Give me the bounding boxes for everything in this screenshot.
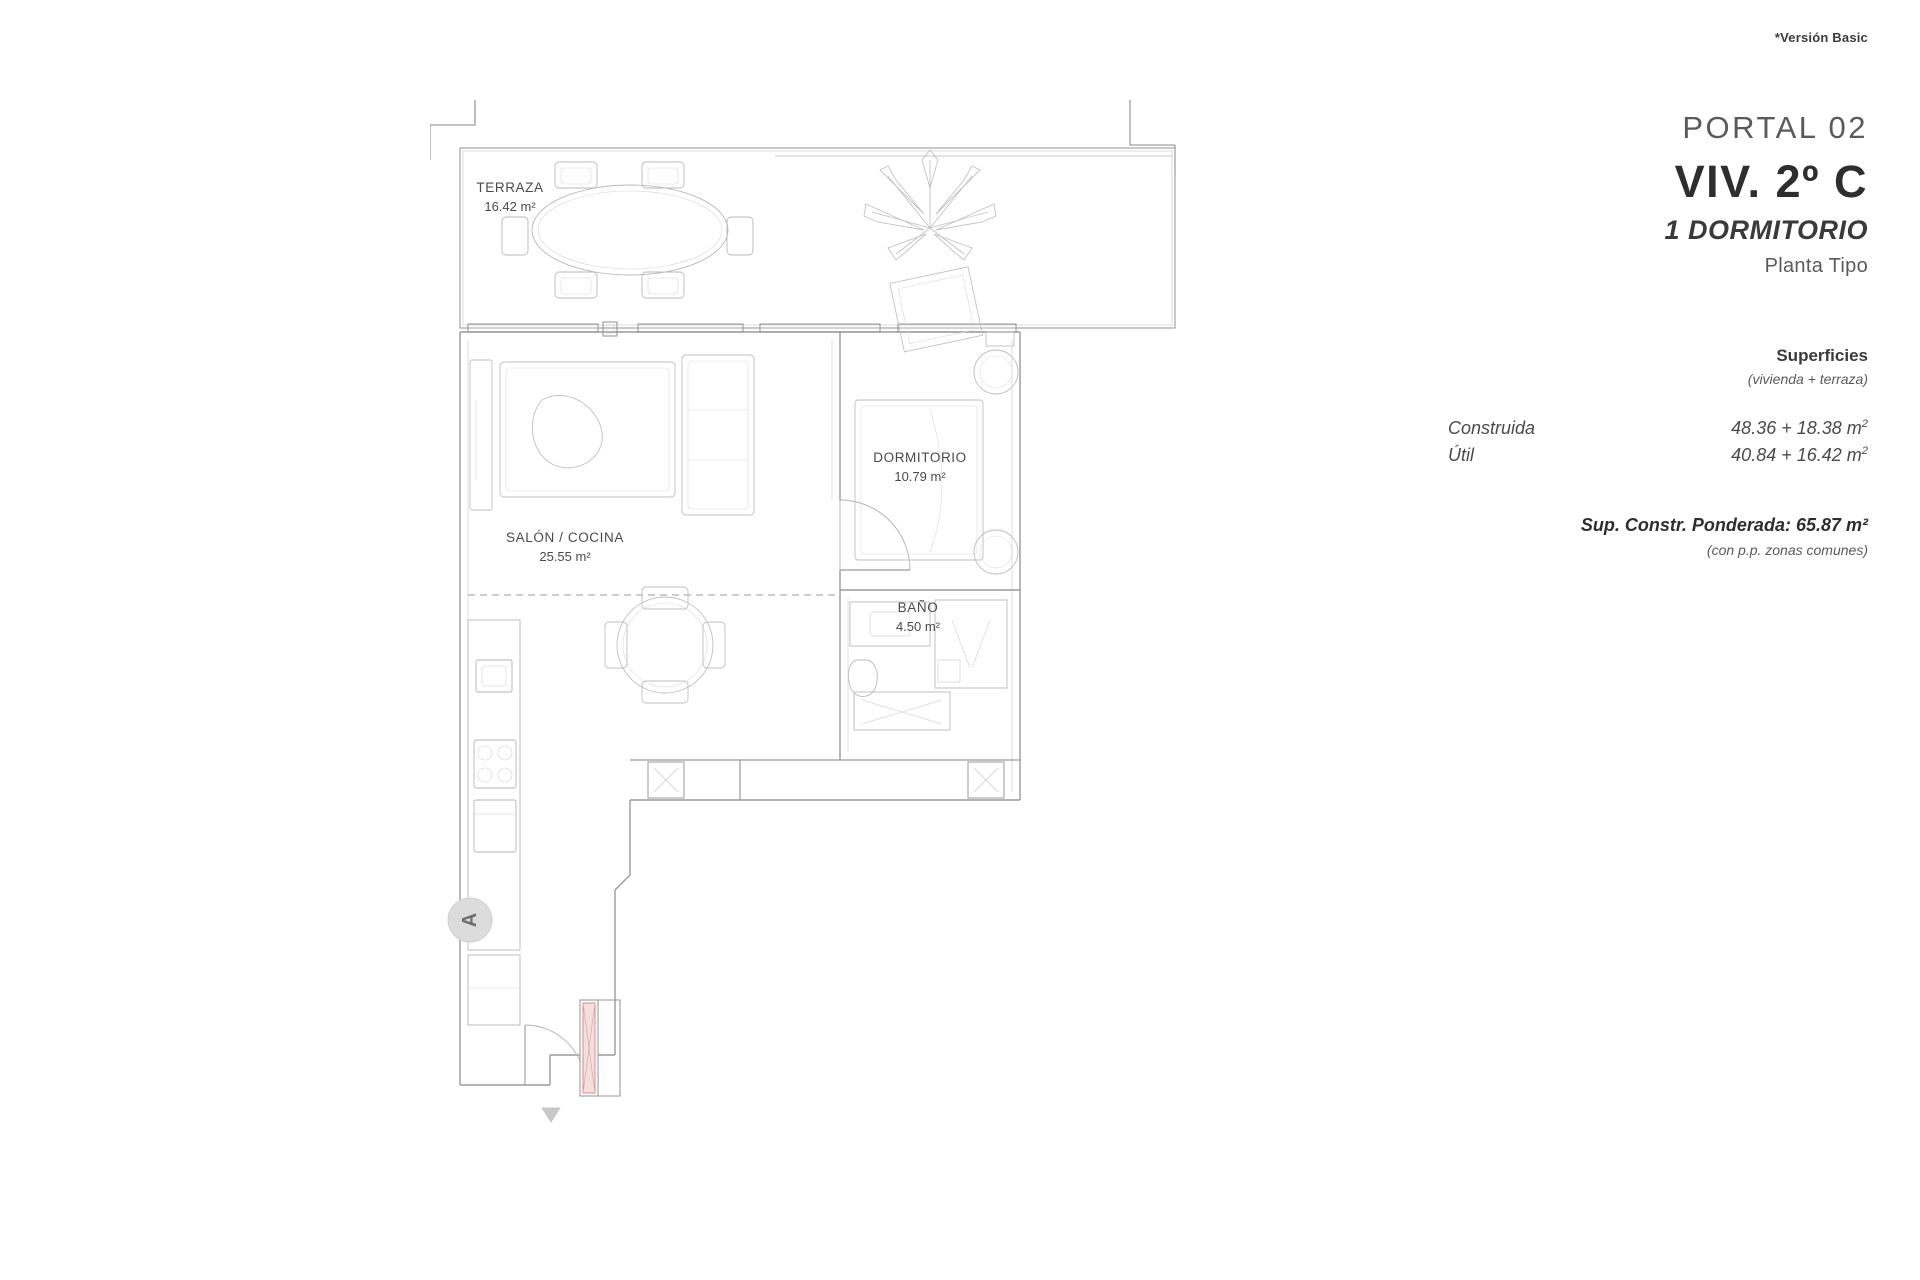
floor-plan-drawing [430, 100, 1250, 1200]
surfaces-table [1448, 415, 1868, 469]
bedrooms-title: 1 DORMITORIO [1664, 215, 1868, 246]
surface-value-text: 48.36 + 18.38 $m^2$ [1731, 418, 1868, 439]
unit-title: VIV. 2º C [1674, 156, 1868, 207]
surface-value [1611, 415, 1868, 442]
room-name: BAÑO [897, 600, 939, 615]
room-area: 10.79 m² [894, 468, 946, 484]
svg-text:A: A [459, 912, 481, 928]
room-name: SALÓN / COCINA [506, 530, 624, 545]
floor-plan [430, 100, 1250, 1200]
floor-type-label: Planta Tipo [1764, 255, 1868, 278]
room-area: 16.42 m² [484, 198, 536, 214]
surfaces-subheading: (vivienda + terraza) [1747, 371, 1868, 388]
info-panel [1448, 110, 1868, 558]
room-name: DORMITORIO [873, 450, 967, 465]
table-row [1448, 415, 1868, 442]
surface-label: Construida [1448, 418, 1536, 439]
surface-value [1611, 442, 1868, 469]
surface-label: Útil [1448, 445, 1474, 466]
room-name: TERRAZA [476, 180, 544, 195]
portal-title: PORTAL 02 [1682, 110, 1868, 145]
surface-value-text: 40.84 + 16.42 $m^2$ [1731, 445, 1868, 466]
version-note: *Versión Basic [1774, 30, 1868, 45]
room-area: 4.50 m² [895, 618, 941, 634]
table-row [1448, 442, 1868, 469]
surfaces-heading: Superficies [1776, 346, 1868, 366]
room-area: 25.55 m² [539, 548, 591, 564]
weighted-area: Sup. Constr. Ponderada: 65.87 m² [1580, 515, 1868, 536]
weighted-area-note: (con p.p. zonas comunes) [1706, 542, 1868, 559]
